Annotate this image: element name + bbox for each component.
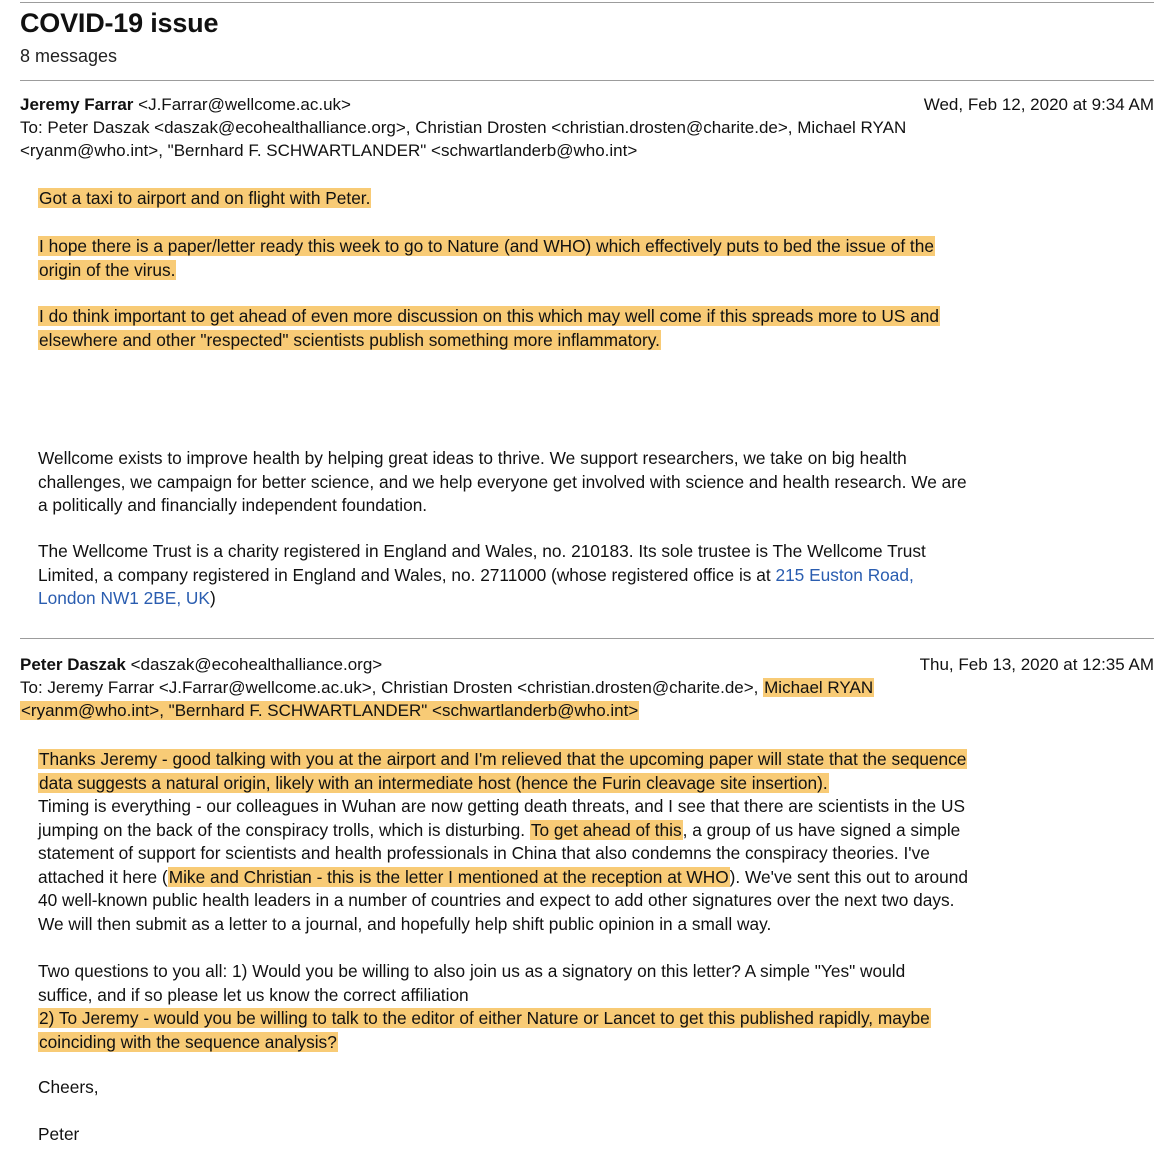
message-count: 8 messages bbox=[20, 46, 118, 66]
highlight: 2) To Jeremy - would you be willing to talk to the editor of either Nature or Lancet to get this published rapidly, maybe bbox=[39, 1008, 930, 1028]
message-1-recipients: To: Peter Daszak <daszak@ecohealthalliance.org>, Christian Drosten <christian.drosten@charite.de>, Michael RYAN bbox=[20, 118, 907, 137]
highlight: Thanks Jeremy - good talking with you at the airport and I'm relieved that the upcoming paper will state that the sequence bbox=[39, 749, 967, 769]
message-1-date: Wed, Feb 12, 2020 at 9:34 AM bbox=[923, 95, 1154, 114]
footer-text: Limited, a company registered in England and Wales, no. 2711000 (whose registered office is at bbox=[38, 564, 776, 585]
thread-title: COVID-19 issue bbox=[20, 8, 219, 38]
footer-line: Wellcome exists to improve health by helping great ideas to thrive. We support researchers, we take on big health bbox=[38, 448, 907, 468]
message-1-body bbox=[38, 187, 1148, 211]
highlight: Mike and Christian - this is the letter I mentioned at the reception at WHO bbox=[168, 866, 729, 887]
message-1-paragraph-2 bbox=[38, 235, 1148, 282]
sender-email: <daszak@ecohealthalliance.org> bbox=[130, 655, 383, 674]
body-text: jumping on the back of the conspiracy trolls, which is disturbing. bbox=[38, 819, 530, 840]
message-2-paragraph-1 bbox=[38, 748, 1148, 936]
highlight: <ryanm@who.int>, "Bernhard F. SCHWARTLANDER" <schwartlanderb@who.int> bbox=[21, 701, 639, 720]
message-2-recipients-cont bbox=[20, 699, 1154, 722]
message-1-footer-about bbox=[38, 447, 1148, 518]
sender-name: Jeremy Farrar bbox=[20, 95, 134, 114]
footer-text: ) bbox=[209, 588, 216, 608]
top-divider bbox=[20, 2, 1154, 3]
highlight: Got a taxi to airport and on flight with Peter. bbox=[39, 188, 371, 208]
address-link[interactable]: 215 Euston Road, bbox=[775, 564, 914, 585]
footer-line: challenges, we campaign for better science, and we help everyone get involved with science and health research. We are bbox=[38, 471, 967, 492]
body-line: Two questions to you all: 1) Would you be willing to also join us as a signatory on this letter? A simple "Yes" would bbox=[38, 961, 906, 981]
body-line: 40 well-known public health leaders in a number of countries and expect to add other signatures over the next two days. bbox=[38, 890, 955, 910]
footer-line: a politically and financially independent foundation. bbox=[38, 495, 428, 515]
footer-line: The Wellcome Trust is a charity registered in England and Wales, no. 210183. Its sole trustee is The Wellcome Trust bbox=[38, 541, 926, 561]
highlight: data suggests a natural origin, likely with an intermediate host (hence the Furin cleavage site insertion). bbox=[39, 772, 828, 793]
highlight: I do think important to get ahead of even more discussion on this which may well come if this spreads more to US and bbox=[39, 306, 940, 326]
sender-email: <J.Farrar@wellcome.ac.uk> bbox=[138, 95, 351, 114]
body-line: statement of support for scientists and health professionals in China that also condemns the conspiracy theories. I've bbox=[38, 843, 930, 863]
message-2-closing: Cheers, bbox=[38, 1077, 99, 1097]
highlight: Michael RYAN bbox=[764, 678, 874, 697]
message-divider bbox=[20, 638, 1154, 639]
message-2-signature: Peter bbox=[38, 1124, 80, 1144]
message-2-recipients bbox=[20, 676, 1154, 699]
highlight: elsewhere and other "respected" scientists publish something more inflammatory. bbox=[39, 329, 660, 350]
header-divider bbox=[20, 80, 1154, 81]
message-1-recipients-cont: <ryanm@who.int>, "Bernhard F. SCHWARTLANDER" <schwartlanderb@who.int> bbox=[20, 141, 638, 160]
recipients-text: To: Jeremy Farrar <J.Farrar@wellcome.ac.uk>, Christian Drosten <christian.drosten@charite.de>, bbox=[20, 678, 764, 697]
highlight: To get ahead of this bbox=[530, 819, 682, 840]
body-line: Timing is everything - our colleagues in Wuhan are now getting death threats, and I see that there are scientists in the US bbox=[38, 796, 965, 816]
body-text: , a group of us have signed a simple bbox=[682, 819, 961, 840]
highlight: origin of the virus. bbox=[39, 259, 176, 280]
highlight: coinciding with the sequence analysis? bbox=[39, 1031, 337, 1052]
body-text: ). We've sent this out to around bbox=[729, 866, 968, 887]
body-text: attached it here ( bbox=[38, 866, 168, 887]
message-1-paragraph-3 bbox=[38, 305, 1148, 352]
message-2-date: Thu, Feb 13, 2020 at 12:35 AM bbox=[919, 655, 1154, 674]
message-2-header bbox=[20, 653, 1154, 722]
message-1-header bbox=[20, 93, 1154, 162]
message-2-paragraph-2 bbox=[38, 960, 1148, 1054]
body-line: We will then submit as a letter to a journal, and hopefully help shift public opinion in a small way. bbox=[38, 913, 772, 934]
message-1-footer-legal bbox=[38, 540, 1148, 611]
address-link-cont[interactable]: London NW1 2BE, UK bbox=[38, 588, 210, 608]
sender-name: Peter Daszak bbox=[20, 655, 126, 674]
body-line: suffice, and if so please let us know the correct affiliation bbox=[38, 984, 469, 1005]
highlight: I hope there is a paper/letter ready this week to go to Nature (and WHO) which effectively puts to bed the issue of the bbox=[39, 236, 934, 256]
